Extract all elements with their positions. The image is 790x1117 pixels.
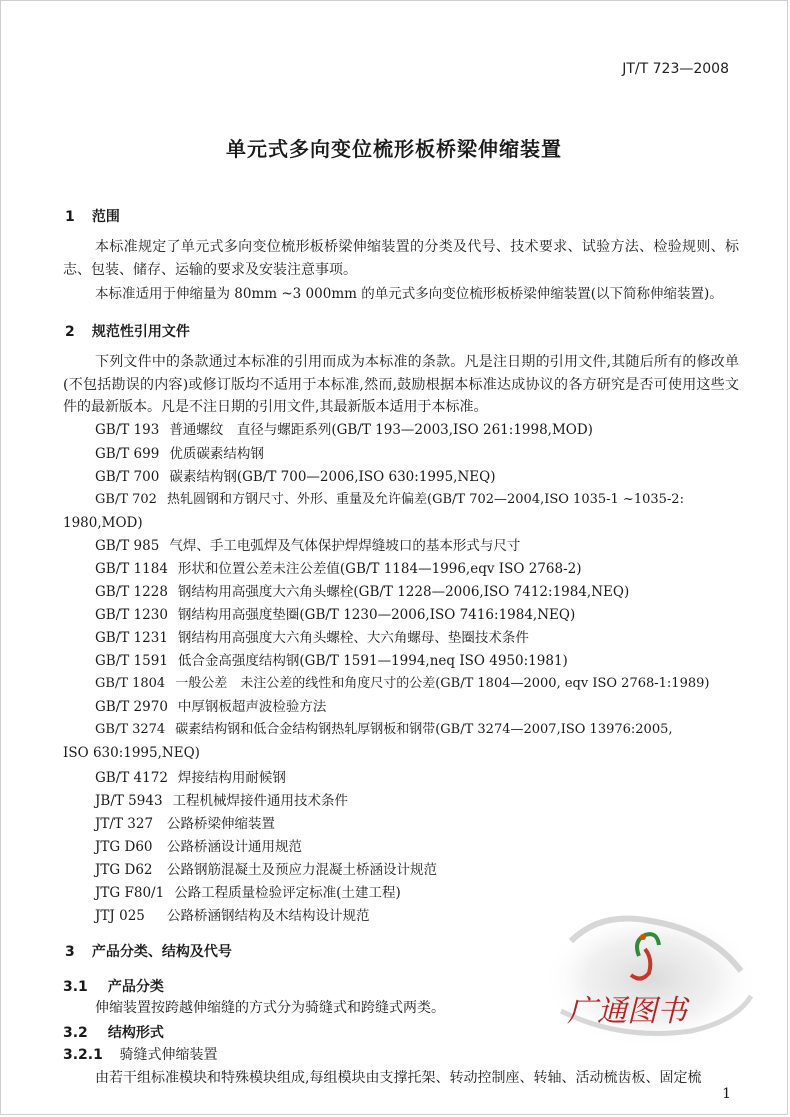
reference-title: 公路桥梁伸缩装置: [167, 816, 275, 832]
document-title: 单元式多向变位梳形板桥梁伸缩装置: [226, 137, 562, 161]
reference-code: GB/T 700: [95, 469, 160, 485]
paragraph: 由若干组标准模块和特殊模块组成,每组模块由支撑托架、转动控制座、转轴、活动梳齿板、固定梳: [95, 1070, 702, 1086]
reference-code: GB/T 1591: [95, 653, 168, 669]
reference-continuation: ISO 630:1995,NEQ): [63, 745, 200, 761]
section-title: 规范性引用文件: [91, 324, 190, 340]
reference-code: GB/T 3274: [95, 722, 166, 737]
reference-title: 普通螺纹 直径与螺距系列(GB/T 193—2003,ISO 261:1998,MOD): [169, 422, 593, 438]
reference-item: [95, 535, 520, 557]
reference-item: [95, 767, 286, 789]
section-number: 1: [65, 209, 75, 225]
section-title: 范围: [91, 209, 120, 225]
section-1-heading: [65, 206, 120, 226]
reference-code: JB/T 5943: [95, 793, 163, 809]
reference-title: 碳素结构钢(GB/T 700—2006,ISO 630:1995,NEQ): [169, 469, 496, 485]
page-number: 1: [722, 1086, 731, 1102]
reference-code: GB/T 985: [95, 538, 160, 554]
reference-code: GB/T 1230: [95, 607, 168, 623]
standard-number: JT/T 723—2008: [622, 61, 729, 77]
reference-title: 热轧圆钢和方钢尺寸、外形、重量及允许偏差(GB/T 702—2004,ISO 1035-1 ~1035-2:: [167, 492, 684, 507]
reference-code: GB/T 193: [95, 422, 160, 438]
reference-item: [95, 859, 437, 881]
watermark-text: 广通图书: [567, 994, 687, 1029]
reference-code: GB/T 2970: [95, 699, 168, 715]
reference-item: [95, 489, 684, 511]
reference-title: 优质碳素结构钢: [169, 446, 264, 462]
reference-code: JTG D60: [95, 839, 153, 855]
reference-item: [95, 581, 629, 603]
reference-item: [95, 696, 326, 718]
paragraph: 本标准规定了单元式多向变位梳形板桥梁伸缩装置的分类及代号、技术要求、试验方法、检验规则、标志、包装、储存、运输的要求及安装注意事项。: [63, 239, 739, 278]
reference-code: GB/T 4172: [95, 770, 168, 786]
reference-code: JT/T 327: [95, 816, 154, 832]
reference-item: [95, 673, 709, 695]
subsection-number: 3.2: [63, 1025, 88, 1041]
subsection-title: 骑缝式伸缩装置: [119, 1047, 218, 1063]
section-number: 2: [65, 324, 75, 340]
reference-title: 中厚钢板超声波检验方法: [177, 699, 327, 715]
reference-title: 公路桥涵设计通用规范: [167, 839, 302, 855]
reference-item: [95, 558, 582, 580]
section-3-heading: [65, 941, 232, 961]
reference-item: [95, 419, 593, 441]
publisher-watermark: [541, 901, 761, 1051]
subsection-3-1-heading: [63, 976, 164, 996]
reference-item: [95, 882, 401, 904]
paragraph: 本标准适用于伸缩量为 80mm ~3 000mm 的单元式多向变位梳形板桥梁伸缩装置(以下简称伸缩装置)。: [95, 286, 723, 302]
reference-code: JTG F80/1: [95, 885, 165, 901]
reference-title: 形状和位置公差未注公差值(GB/T 1184—1996,eqv ISO 2768-2): [177, 561, 582, 577]
subsection-3-2-heading: [63, 1022, 164, 1042]
reference-code: GB/T 1228: [95, 584, 168, 600]
reference-item: [95, 836, 302, 858]
paragraph: 下列文件中的条款通过本标准的引用而成为本标准的条款。凡是注日期的引用文件,其随后所有的修改单(不包括勘误的内容)或修订版均不适用于本标准,然而,鼓励根据本标准达成协议的各方研究是否可使用这些文件的最新版本。凡是不注日期的引用文件,其最新版本适用于本标准。: [63, 354, 739, 415]
reference-title: 工程机械焊接件通用技术条件: [172, 793, 349, 809]
reference-item: [95, 466, 495, 488]
reference-item: [95, 905, 370, 927]
reference-item: [95, 604, 575, 626]
reference-code: GB/T 1231: [95, 630, 168, 646]
reference-code: GB/T 699: [95, 446, 160, 462]
reference-title: 气焊、手工电弧焊及气体保护焊焊缝坡口的基本形式与尺寸: [169, 538, 521, 554]
subsection-number: 3.1: [63, 979, 88, 995]
reference-code: GB/T 702: [95, 492, 157, 507]
section-number: 3: [65, 944, 75, 960]
reference-title: 低合金高强度结构钢(GB/T 1591—1994,neq ISO 4950:1981): [177, 653, 568, 669]
subsection-title: 结构形式: [107, 1025, 164, 1041]
reference-title: 一般公差 未注公差的线性和角度尺寸的公差(GB/T 1804—2000, eqv ISO 2768-1:1989): [175, 676, 710, 691]
reference-item: [95, 719, 673, 741]
subsection-3-2-1-heading: [63, 1044, 217, 1066]
subsection-number: 3.2.1: [63, 1047, 103, 1063]
reference-continuation: 1980,MOD): [63, 515, 143, 531]
section-title: 产品分类、结构及代号: [91, 944, 232, 960]
reference-title: 公路钢筋混凝土及预应力混凝土桥涵设计规范: [167, 862, 437, 878]
reference-item: [95, 813, 275, 835]
reference-code: GB/T 1184: [95, 561, 168, 577]
reference-title: 钢结构用高强度大六角头螺栓(GB/T 1228—2006,ISO 7412:1984,NEQ): [177, 584, 630, 600]
reference-code: JTG D62: [95, 862, 153, 878]
reference-title: 公路桥涵钢结构及木结构设计规范: [167, 908, 370, 924]
reference-title: 碳素结构钢和低合金结构钢热轧厚钢板和钢带(GB/T 3274—2007,ISO 13976:2005,: [175, 722, 673, 737]
reference-title: 钢结构用高强度大六角头螺栓、大六角螺母、垫圈技术条件: [177, 630, 529, 646]
reference-title: 钢结构用高强度垫圈(GB/T 1230—2006,ISO 7416:1984,NEQ): [177, 607, 576, 623]
reference-code: JTJ 025: [95, 908, 145, 924]
reference-item: [95, 627, 529, 649]
reference-item: [95, 650, 568, 672]
reference-item: [95, 443, 264, 465]
reference-item: [95, 790, 348, 812]
paragraph: 伸缩装置按跨越伸缩缝的方式分为骑缝式和跨缝式两类。: [95, 1000, 445, 1016]
reference-code: GB/T 1804: [95, 676, 166, 691]
section-2-heading: [65, 321, 190, 341]
subsection-title: 产品分类: [107, 979, 164, 995]
reference-title: 焊接结构用耐候钢: [177, 770, 286, 786]
reference-title: 公路工程质量检验评定标准(土建工程): [174, 885, 401, 901]
